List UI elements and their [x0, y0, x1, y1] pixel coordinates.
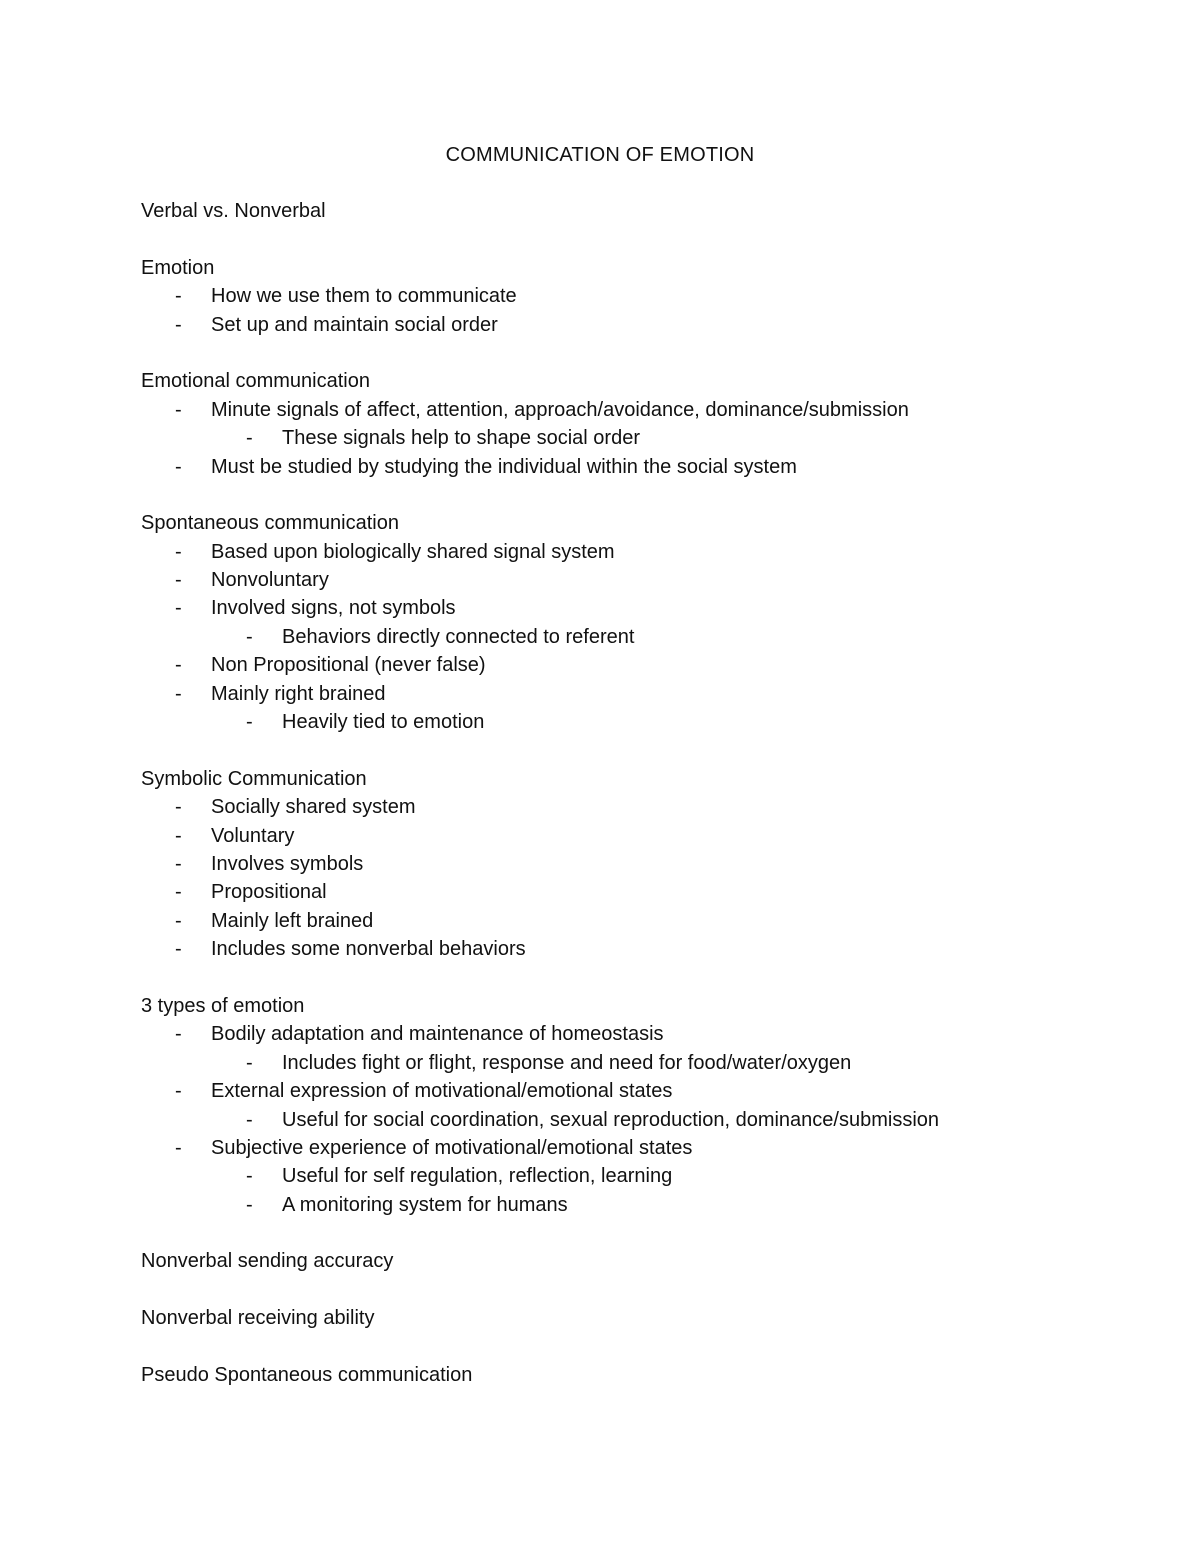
list-item-text: Heavily tied to emotion	[282, 711, 485, 734]
list-item-text: Bodily adaptation and maintenance of homeostasis	[211, 1023, 664, 1046]
heading-emotion: Emotion	[141, 256, 215, 279]
bullet-dash: -	[175, 285, 182, 308]
bullet-dash: -	[175, 654, 182, 677]
bullet-dash: -	[175, 1023, 182, 1046]
bullet-dash: -	[175, 909, 182, 932]
list-item-text: Includes fight or flight, response and need for food/water/oxygen	[282, 1051, 852, 1074]
heading-emotional-communication: Emotional communication	[141, 370, 370, 393]
bullet-dash: -	[175, 796, 182, 819]
bullet-dash: -	[175, 455, 182, 478]
heading-symbolic-communication: Symbolic Communication	[141, 767, 367, 790]
list-subitem	[141, 1191, 1101, 1219]
list-item-text: Must be studied by studying the individual within the social system	[211, 455, 797, 478]
list-item	[141, 396, 1101, 424]
list-item-text: Voluntary	[211, 824, 295, 847]
heading-pseudo-spontaneous-communication: Pseudo Spontaneous communication	[141, 1364, 473, 1387]
heading-spontaneous-communication: Spontaneous communication	[141, 512, 399, 535]
bullet-dash: -	[246, 1108, 253, 1131]
list-item	[141, 1134, 1101, 1162]
list-item-text: Useful for social coordination, sexual reproduction, dominance/submission	[282, 1108, 940, 1131]
list-subitem	[141, 708, 1101, 736]
list-item-text: Based upon biologically shared signal system	[211, 540, 615, 563]
list-item	[141, 1077, 1101, 1105]
list-item-text: Includes some nonverbal behaviors	[211, 938, 526, 961]
list-item	[141, 651, 1101, 679]
bullet-dash: -	[175, 1080, 182, 1103]
list-item	[141, 1020, 1101, 1048]
list-item-text: Socially shared system	[211, 796, 416, 819]
list-item-text: A monitoring system for humans	[282, 1193, 568, 1216]
list-item-text: Useful for self regulation, reflection, learning	[282, 1165, 673, 1188]
list-item	[141, 566, 1101, 594]
list-item-text: Mainly left brained	[211, 909, 374, 932]
spacer	[141, 225, 1101, 253]
list-item-text: These signals help to shape social order	[282, 427, 640, 450]
bullet-dash: -	[175, 1136, 182, 1159]
bullet-dash: -	[175, 313, 182, 336]
list-item	[141, 282, 1101, 310]
bullet-dash: -	[175, 938, 182, 961]
heading-nonverbal-sending-accuracy: Nonverbal sending accuracy	[141, 1250, 394, 1273]
heading-types-of-emotion: 3 types of emotion	[141, 994, 305, 1017]
list-item	[141, 850, 1101, 878]
list-item-text: Involved signs, not symbols	[211, 597, 456, 620]
list-item	[141, 793, 1101, 821]
spacer	[141, 1276, 1101, 1304]
list-item	[141, 594, 1101, 622]
list-subitem	[141, 1162, 1101, 1190]
list-item-text: How we use them to communicate	[211, 285, 517, 308]
list-item-text: Mainly right brained	[211, 682, 386, 705]
bullet-dash: -	[246, 1051, 253, 1074]
list-item	[141, 822, 1101, 850]
list-item	[141, 538, 1101, 566]
spacer	[141, 481, 1101, 509]
list-item	[141, 907, 1101, 935]
bullet-dash: -	[175, 597, 182, 620]
heading-verbal-nonverbal: Verbal vs. Nonverbal	[141, 200, 326, 222]
list-item-text: Nonvoluntary	[211, 569, 329, 592]
bullet-dash: -	[175, 881, 182, 904]
list-item-text: Set up and maintain social order	[211, 313, 498, 336]
bullet-dash: -	[246, 1193, 253, 1216]
list-item-text: External expression of motivational/emotional states	[211, 1080, 673, 1103]
list-item-text: Behaviors directly connected to referent	[282, 625, 635, 648]
list-item-text: Minute signals of affect, attention, approach/avoidance, dominance/submission	[211, 398, 909, 421]
list-subitem	[141, 623, 1101, 651]
list-item	[141, 453, 1101, 481]
bullet-dash: -	[246, 711, 253, 734]
bullet-dash: -	[246, 427, 253, 450]
bullet-dash: -	[175, 682, 182, 705]
bullet-dash: -	[246, 625, 253, 648]
list-item	[141, 311, 1101, 339]
spacer	[141, 1219, 1101, 1247]
list-item	[141, 935, 1101, 963]
heading-nonverbal-receiving-ability: Nonverbal receiving ability	[141, 1307, 375, 1330]
spacer	[141, 1333, 1101, 1361]
spacer	[141, 736, 1101, 764]
bullet-dash: -	[175, 824, 182, 847]
bullet-dash: -	[175, 852, 182, 875]
document-title: COMMUNICATION OF EMOTION	[445, 144, 755, 166]
bullet-dash: -	[246, 1165, 253, 1188]
bullet-dash: -	[175, 540, 182, 563]
list-item-text: Involves symbols	[211, 852, 364, 875]
list-item-text: Propositional	[211, 881, 327, 904]
list-subitem	[141, 1106, 1101, 1134]
bullet-dash: -	[175, 398, 182, 421]
spacer	[141, 964, 1101, 992]
list-subitem	[141, 424, 1101, 452]
list-subitem	[141, 1049, 1101, 1077]
list-item-text: Subjective experience of motivational/emotional states	[211, 1136, 693, 1159]
list-item	[141, 680, 1101, 708]
bullet-dash: -	[175, 569, 182, 592]
list-item-text: Non Propositional (never false)	[211, 654, 486, 677]
spacer	[141, 339, 1101, 367]
document-body	[141, 197, 1101, 1389]
list-item	[141, 878, 1101, 906]
